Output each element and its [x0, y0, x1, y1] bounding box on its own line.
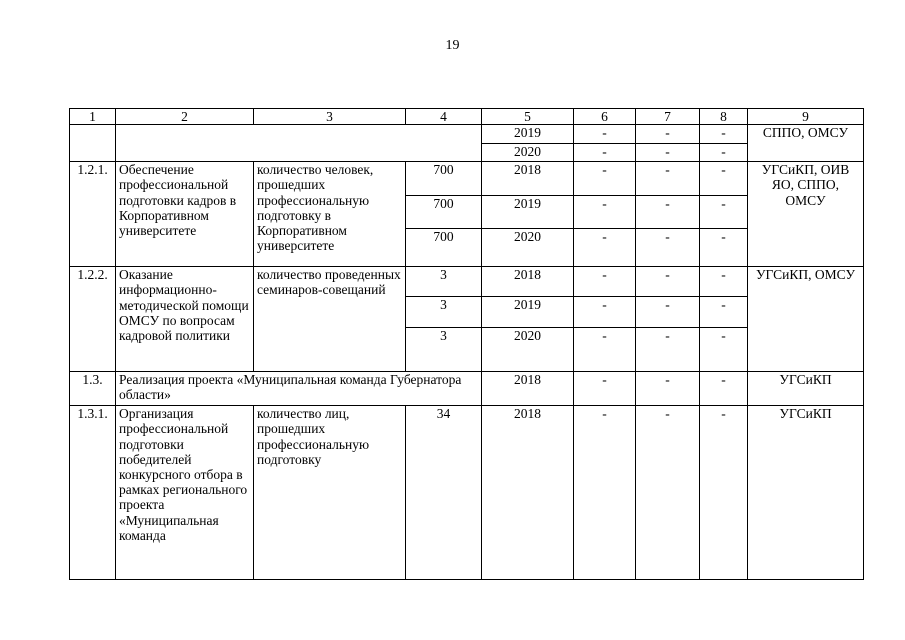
header-row [70, 109, 864, 125]
table-row [70, 406, 864, 580]
value-cell: - [700, 406, 748, 580]
value-cell: - [574, 144, 636, 162]
target-value-cell: 3 [406, 267, 482, 297]
year-cell: 2020 [482, 328, 574, 372]
name-cell: Оказание информационно-методической помощи ОМСУ по вопросам кадровой политики [116, 267, 254, 372]
year-cell: 2018 [482, 406, 574, 580]
page-number: 19 [445, 38, 460, 53]
value-cell: - [636, 406, 700, 580]
value-cell: - [700, 162, 748, 196]
executor-cell: УГСиКП [748, 372, 864, 406]
year-cell: 2020 [482, 144, 574, 162]
year-cell: 2019 [482, 125, 574, 144]
num-cell: 1.3. [70, 372, 116, 406]
name-cell: Обеспечение профессиональной подготовки кадров в Корпоративном университете [116, 162, 254, 267]
value-cell: - [636, 229, 700, 267]
value-cell: - [700, 372, 748, 406]
indicator-cell: количество человек, прошедших профессиональную подготовку в Корпоративном университете [254, 162, 406, 267]
value-cell: - [636, 328, 700, 372]
table-row [70, 372, 864, 406]
value-cell: - [636, 196, 700, 229]
header-cell: 6 [574, 109, 636, 125]
value-cell: - [574, 328, 636, 372]
header-cell: 5 [482, 109, 574, 125]
year-cell: 2019 [482, 196, 574, 229]
header-cell: 9 [748, 109, 864, 125]
year-cell: 2019 [482, 297, 574, 328]
value-cell: - [700, 196, 748, 229]
value-cell: - [636, 267, 700, 297]
year-cell: 2018 [482, 372, 574, 406]
value-cell: - [700, 267, 748, 297]
year-cell: 2018 [482, 162, 574, 196]
header-cell: 3 [254, 109, 406, 125]
year-cell: 2020 [482, 229, 574, 267]
executor-cell: СППО, ОМСУ [748, 125, 864, 162]
target-value-cell: 700 [406, 162, 482, 196]
value-cell: - [574, 125, 636, 144]
plan-table [69, 108, 864, 580]
name-cell: Организация профессиональной подготовки победителей конкурсного отбора в рамках регионального проекта «Муниципальная команда [116, 406, 254, 580]
num-cell [70, 125, 116, 162]
indicator-cell: количество проведенных семинаров-совещаний [254, 267, 406, 372]
name-cell [116, 125, 482, 162]
table-row [70, 125, 864, 144]
value-cell: - [636, 162, 700, 196]
value-cell: - [636, 125, 700, 144]
table-row [70, 162, 864, 196]
value-cell: - [700, 328, 748, 372]
value-cell: - [700, 125, 748, 144]
num-cell: 1.2.2. [70, 267, 116, 372]
target-value-cell: 34 [406, 406, 482, 580]
value-cell: - [700, 229, 748, 267]
header-cell: 7 [636, 109, 700, 125]
table-row [70, 267, 864, 297]
year-cell: 2018 [482, 267, 574, 297]
target-value-cell: 700 [406, 196, 482, 229]
indicator-cell: количество лиц, прошедших профессиональную подготовку [254, 406, 406, 580]
value-cell: - [636, 372, 700, 406]
target-value-cell: 3 [406, 297, 482, 328]
target-value-cell: 3 [406, 328, 482, 372]
header-cell: 4 [406, 109, 482, 125]
executor-cell: УГСиКП, ОМСУ [748, 267, 864, 372]
value-cell: - [574, 267, 636, 297]
target-value-cell: 700 [406, 229, 482, 267]
num-cell: 1.2.1. [70, 162, 116, 267]
executor-cell: УГСиКП [748, 406, 864, 580]
num-cell: 1.3.1. [70, 406, 116, 580]
value-cell: - [574, 297, 636, 328]
value-cell: - [636, 144, 700, 162]
value-cell: - [700, 297, 748, 328]
value-cell: - [636, 297, 700, 328]
executor-cell: УГСиКП, ОИВ ЯО, СППО, ОМСУ [748, 162, 864, 267]
value-cell: - [574, 406, 636, 580]
value-cell: - [574, 196, 636, 229]
value-cell: - [574, 162, 636, 196]
header-cell: 8 [700, 109, 748, 125]
value-cell: - [574, 372, 636, 406]
name-cell: Реализация проекта «Муниципальная команда Губернатора области» [116, 372, 482, 406]
header-cell: 2 [116, 109, 254, 125]
value-cell: - [574, 229, 636, 267]
header-cell: 1 [70, 109, 116, 125]
value-cell: - [700, 144, 748, 162]
